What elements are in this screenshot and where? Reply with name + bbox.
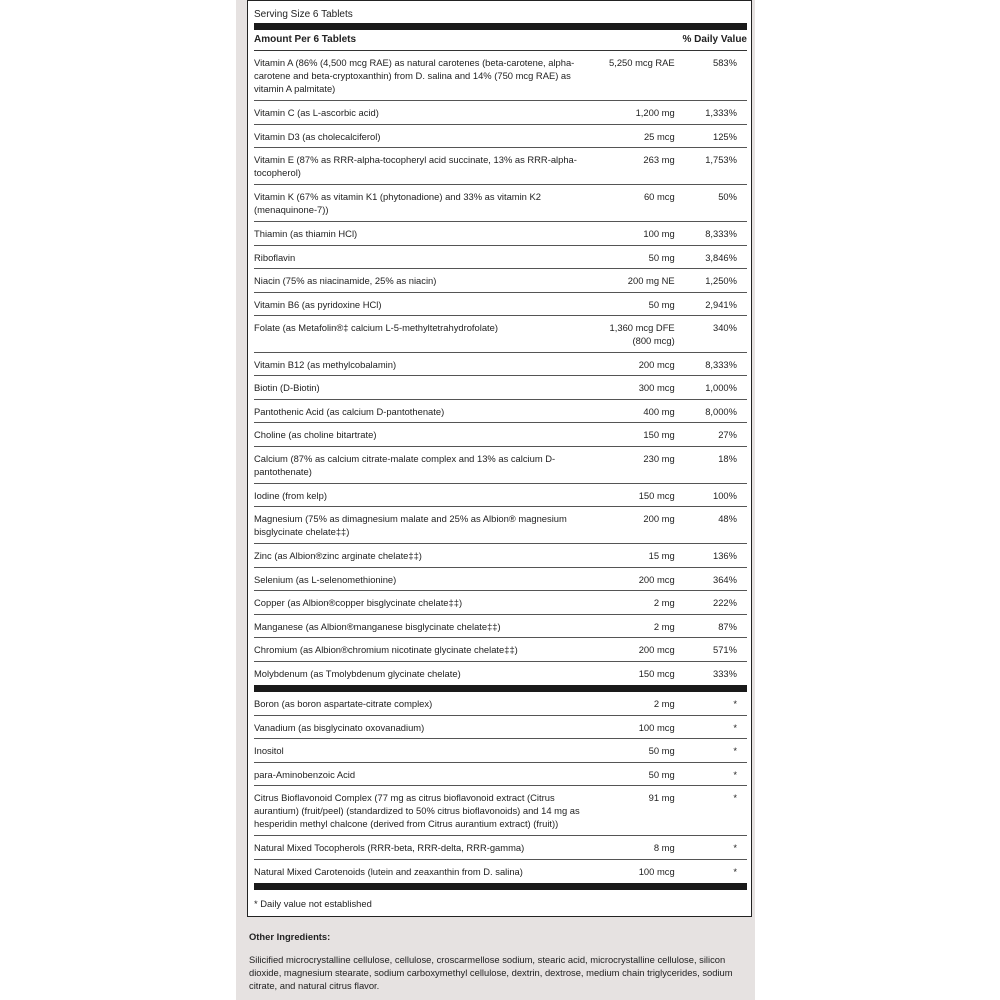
nutrient-daily-value: 222%	[713, 597, 737, 608]
nutrient-row	[254, 293, 747, 316]
nutrient-amount: 100 mg	[643, 228, 675, 239]
nutrient-row	[254, 716, 747, 739]
nutrient-daily-value: 2,941%	[705, 299, 737, 310]
thick-divider	[254, 883, 747, 890]
nutrient-daily-value: 87%	[718, 621, 737, 632]
nutrient-daily-value: 125%	[713, 131, 737, 142]
nutrient-daily-value: 18%	[718, 453, 737, 464]
nutrient-name: Vitamin A (86% (4,500 mcg RAE) as natural carotenes (beta-carotene, alpha-carotene and beta-cryptoxanthin) from D. salina and 14% (750 mcg RAE) as vitamin A palmitate)	[254, 57, 575, 94]
nutrient-amount: 1,200 mg	[635, 107, 675, 118]
nutrient-row	[254, 638, 747, 662]
nutrient-row	[254, 763, 747, 786]
nutrient-daily-value: *	[733, 792, 737, 803]
amount-per-label: Amount Per 6 Tablets	[254, 34, 357, 45]
nutrient-name: Folate (as Metafolin®‡ calcium L-5-methyltetrahydrofolate)	[254, 322, 498, 333]
nutrient-row	[254, 568, 747, 591]
nutrient-amount: 263 mg	[643, 154, 675, 165]
nutrient-amount: 25 mcg	[643, 131, 675, 142]
supplement-facts-panel	[247, 0, 752, 917]
nutrient-row	[254, 591, 747, 615]
nutrient-daily-value: 333%	[713, 668, 737, 679]
nutrient-row	[254, 447, 747, 484]
thick-divider	[254, 23, 747, 30]
nutrient-row	[254, 316, 747, 353]
nutrient-amount: 200 mcg	[638, 644, 675, 655]
nutrient-daily-value: 364%	[713, 574, 737, 585]
nutrient-name: para-Aminobenzoic Acid	[254, 769, 356, 780]
nutrient-daily-value: 1,000%	[705, 382, 737, 393]
nutrient-daily-value: 3,846%	[705, 252, 737, 263]
nutrient-name: Biotin (D-Biotin)	[254, 382, 320, 393]
nutrient-amount: 300 mcg	[638, 382, 675, 393]
other-ingredients-text: Silicified microcrystalline cellulose, cellulose, croscarmellose sodium, stearic acid, microcrystalline cellulose, silicon dioxide, magnesium stearate, sodium carboxymethyl cellulose, dextrin, dextrose, medium chain triglycerides, sodium citrate, and natural citrus flavor.	[249, 954, 733, 991]
nutrient-daily-value: *	[733, 769, 737, 780]
nutrient-amount: 91 mg	[648, 792, 675, 803]
thick-divider	[254, 685, 747, 692]
nutrient-row	[254, 786, 747, 836]
nutrient-daily-value: 583%	[713, 57, 737, 68]
nutrient-row	[254, 222, 747, 246]
nutrient-amount: 2 mg	[653, 597, 675, 608]
nutrient-row	[254, 269, 747, 293]
nutrient-daily-value: 50%	[718, 191, 737, 202]
nutrient-name: Natural Mixed Tocopherols (RRR-beta, RRR-delta, RRR-gamma)	[254, 842, 525, 853]
nutrient-row	[254, 376, 747, 400]
footnote: * Daily value not established	[254, 898, 372, 909]
nutrient-daily-value: *	[733, 866, 737, 877]
nutrient-amount: 1,360 mcg DFE (800 mcg)	[609, 322, 675, 346]
nutrient-daily-value: 571%	[713, 644, 737, 655]
nutrient-row	[254, 148, 747, 185]
nutrient-name: Vitamin C (as L-ascorbic acid)	[254, 107, 379, 118]
nutrient-daily-value: 8,333%	[705, 359, 737, 370]
nutrient-daily-value: *	[733, 842, 737, 853]
nutrient-name: Calcium (87% as calcium citrate-malate complex and 13% as calcium D-pantothenate)	[254, 453, 556, 477]
nutrient-daily-value: 100%	[713, 490, 737, 501]
nutrient-daily-value: 1,753%	[705, 154, 737, 165]
nutrient-row	[254, 836, 747, 860]
nutrient-row	[254, 353, 747, 376]
nutrient-row	[254, 739, 747, 763]
nutrient-name: Vitamin E (87% as RRR-alpha-tocopheryl acid succinate, 13% as RRR-alpha-tocopherol)	[254, 154, 577, 178]
nutrient-amount: 200 mcg	[638, 574, 675, 585]
nutrient-row	[254, 544, 747, 568]
nutrient-name: Zinc (as Albion®zinc arginate chelate‡‡)	[254, 550, 422, 561]
nutrient-row	[254, 51, 747, 101]
nutrient-amount: 15 mg	[648, 550, 675, 561]
nutrient-row	[254, 662, 747, 685]
nutrient-amount: 50 mg	[648, 252, 675, 263]
nutrient-daily-value: 1,250%	[705, 275, 737, 286]
nutrient-name: Molybdenum (as Tmolybdenum glycinate chelate)	[254, 668, 461, 679]
nutrient-name: Citrus Bioflavonoid Complex (77 mg as citrus bioflavonoid extract (Citrus aurantium) (fruit/peel) (standardized to 50% citrus bioflavonoids) and 14 mg as hesperidin methyl chalcone (derived from Citrus aurantium extract) (fruit))	[254, 792, 580, 829]
nutrient-amount: 400 mg	[643, 406, 675, 417]
nutrient-amount: 150 mcg	[638, 490, 675, 501]
nutrient-name: Riboflavin	[254, 252, 296, 263]
nutrient-daily-value: 8,333%	[705, 228, 737, 239]
nutrient-daily-value: *	[733, 722, 737, 733]
nutrient-row	[254, 507, 747, 544]
nutrient-row	[254, 246, 747, 269]
nutrient-row	[254, 615, 747, 638]
nutrient-name: Vitamin D3 (as cholecalciferol)	[254, 131, 381, 142]
nutrient-amount: 200 mg NE	[627, 275, 675, 286]
nutrient-amount: 5,250 mcg RAE	[609, 57, 675, 68]
nutrient-daily-value: 136%	[713, 550, 737, 561]
nutrient-amount: 100 mcg	[638, 866, 675, 877]
other-ingredients	[249, 930, 749, 992]
nutrient-amount: 200 mcg	[638, 359, 675, 370]
serving-size: Serving Size 6 Tablets	[254, 9, 353, 20]
nutrient-amount: 50 mg	[648, 745, 675, 756]
nutrient-name: Choline (as choline bitartrate)	[254, 429, 377, 440]
nutrient-amount: 50 mg	[648, 299, 675, 310]
nutrient-name: Selenium (as L-selenomethionine)	[254, 574, 397, 585]
nutrient-row	[254, 400, 747, 423]
nutrient-amount: 100 mcg	[638, 722, 675, 733]
nutrient-name: Vitamin B6 (as pyridoxine HCl)	[254, 299, 382, 310]
nutrient-amount: 60 mcg	[643, 191, 675, 202]
nutrient-daily-value: 48%	[718, 513, 737, 524]
nutrient-name: Thiamin (as thiamin HCl)	[254, 228, 358, 239]
nutrient-row	[254, 484, 747, 507]
nutrient-name: Vitamin K (67% as vitamin K1 (phytonadione) and 33% as vitamin K2 (menaquinone-7))	[254, 191, 541, 215]
nutrient-row	[254, 860, 747, 883]
nutrient-name: Pantothenic Acid (as calcium D-pantothenate)	[254, 406, 445, 417]
nutrient-name: Copper (as Albion®copper bisglycinate chelate‡‡)	[254, 597, 463, 608]
nutrient-name: Niacin (75% as niacinamide, 25% as niacin)	[254, 275, 437, 286]
nutrient-name: Natural Mixed Carotenoids (lutein and zeaxanthin from D. salina)	[254, 866, 523, 877]
nutrient-name: Iodine (from kelp)	[254, 490, 327, 501]
nutrient-row	[254, 185, 747, 222]
nutrient-amount: 200 mg	[643, 513, 675, 524]
nutrient-name: Magnesium (75% as dimagnesium malate and 25% as Albion® magnesium bisglycinate chelate‡‡)	[254, 513, 567, 537]
nutrient-row	[254, 692, 747, 716]
nutrient-daily-value: 340%	[713, 322, 737, 333]
nutrient-name: Manganese (as Albion®manganese bisglycinate chelate‡‡)	[254, 621, 501, 632]
nutrient-amount: 2 mg	[653, 698, 675, 709]
nutrient-name: Vanadium (as bisglycinato oxovanadium)	[254, 722, 425, 733]
daily-value-label: % Daily Value	[682, 34, 747, 45]
nutrient-amount: 150 mcg	[638, 668, 675, 679]
nutrient-row	[254, 423, 747, 447]
nutrient-name: Chromium (as Albion®chromium nicotinate glycinate chelate‡‡)	[254, 644, 518, 655]
other-nutrient-list	[254, 692, 747, 883]
nutrient-amount: 230 mg	[643, 453, 675, 464]
nutrient-daily-value: *	[733, 745, 737, 756]
nutrient-daily-value: 8,000%	[705, 406, 737, 417]
nutrient-list	[254, 51, 747, 685]
nutrient-amount: 50 mg	[648, 769, 675, 780]
nutrient-row	[254, 125, 747, 148]
amount-header	[254, 30, 747, 51]
other-ingredients-title: Other Ingredients:	[249, 931, 331, 942]
nutrient-name: Inositol	[254, 745, 284, 756]
nutrient-name: Boron (as boron aspartate-citrate complex)	[254, 698, 433, 709]
nutrient-row	[254, 101, 747, 125]
nutrient-daily-value: *	[733, 698, 737, 709]
nutrient-amount: 2 mg	[653, 621, 675, 632]
nutrient-daily-value: 27%	[718, 429, 737, 440]
nutrient-name: Vitamin B12 (as methylcobalamin)	[254, 359, 397, 370]
nutrient-amount: 8 mg	[653, 842, 675, 853]
nutrient-amount: 150 mg	[643, 429, 675, 440]
nutrient-daily-value: 1,333%	[705, 107, 737, 118]
